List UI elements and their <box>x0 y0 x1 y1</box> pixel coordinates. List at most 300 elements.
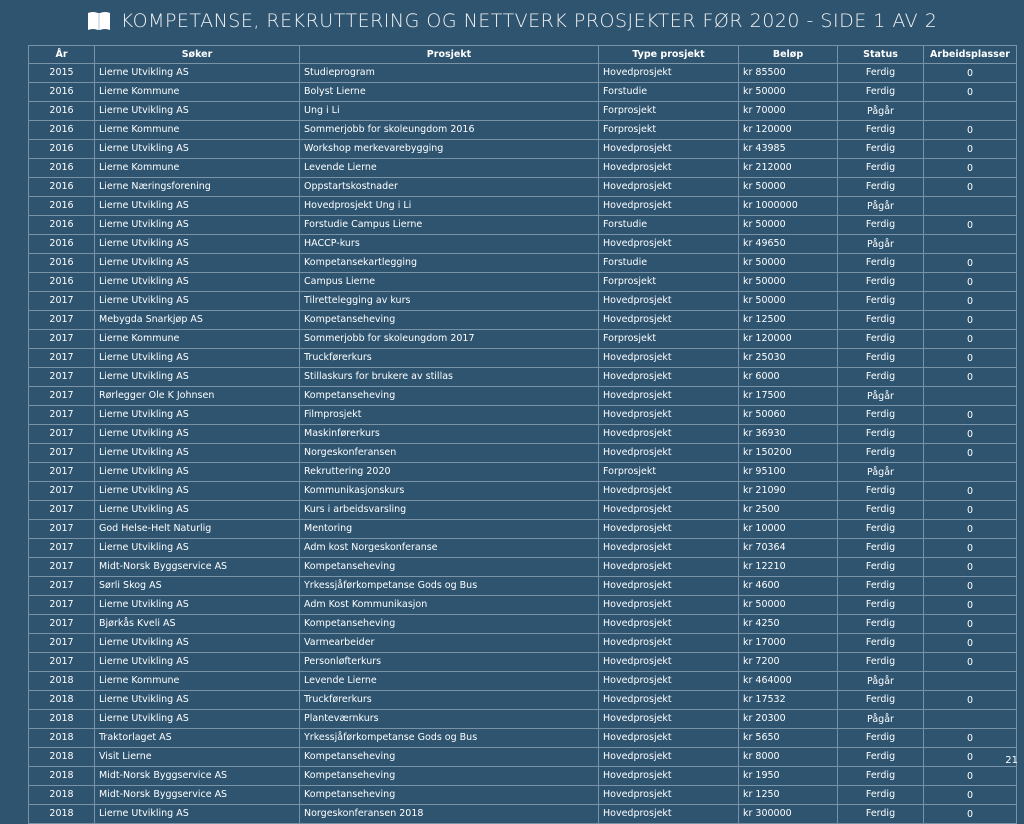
table-row <box>29 710 1017 729</box>
status-cell: Ferdig <box>838 311 924 330</box>
jobs-cell: 0 <box>924 121 1017 140</box>
year-cell: 2016 <box>29 273 95 292</box>
project-type-cell: Hovedprosjekt <box>599 615 739 634</box>
project-cell: Kompetansekartlegging <box>300 254 599 273</box>
year-cell: 2017 <box>29 634 95 653</box>
amount-cell: kr 10000 <box>739 520 838 539</box>
column-header-project-type: Type prosjekt <box>599 46 739 64</box>
amount-cell: kr 12210 <box>739 558 838 577</box>
status-cell: Ferdig <box>838 273 924 292</box>
status-cell: Ferdig <box>838 767 924 786</box>
applicant-cell: Lierne Utvikling AS <box>95 254 300 273</box>
project-type-cell: Hovedprosjekt <box>599 64 739 83</box>
amount-cell: kr 20300 <box>739 710 838 729</box>
table-row <box>29 767 1017 786</box>
table-row <box>29 520 1017 539</box>
applicant-cell: Lierne Utvikling AS <box>95 273 300 292</box>
year-cell: 2016 <box>29 83 95 102</box>
jobs-cell: 0 <box>924 254 1017 273</box>
project-type-cell: Hovedprosjekt <box>599 501 739 520</box>
jobs-cell: 0 <box>924 444 1017 463</box>
year-cell: 2017 <box>29 387 95 406</box>
project-type-cell: Hovedprosjekt <box>599 710 739 729</box>
table-row <box>29 368 1017 387</box>
jobs-cell: 0 <box>924 311 1017 330</box>
status-cell: Ferdig <box>838 729 924 748</box>
project-type-cell: Hovedprosjekt <box>599 558 739 577</box>
amount-cell: kr 464000 <box>739 672 838 691</box>
project-cell: Kommunikasjonskurs <box>300 482 599 501</box>
amount-cell: kr 8000 <box>739 748 838 767</box>
jobs-cell: 0 <box>924 786 1017 805</box>
project-cell: Levende Lierne <box>300 159 599 178</box>
jobs-cell: 0 <box>924 805 1017 824</box>
project-cell: Yrkessjåførkompetanse Gods og Bus <box>300 729 599 748</box>
amount-cell: kr 95100 <box>739 463 838 482</box>
year-cell: 2017 <box>29 406 95 425</box>
status-cell: Ferdig <box>838 330 924 349</box>
status-cell: Pågår <box>838 672 924 691</box>
amount-cell: kr 212000 <box>739 159 838 178</box>
table-row <box>29 102 1017 121</box>
project-type-cell: Hovedprosjekt <box>599 159 739 178</box>
applicant-cell: Lierne Utvikling AS <box>95 501 300 520</box>
amount-cell: kr 50060 <box>739 406 838 425</box>
applicant-cell: Lierne Kommune <box>95 330 300 349</box>
jobs-cell: 0 <box>924 729 1017 748</box>
amount-cell: kr 43985 <box>739 140 838 159</box>
applicant-cell: Lierne Utvikling AS <box>95 596 300 615</box>
project-cell: Mentoring <box>300 520 599 539</box>
project-cell: Sommerjobb for skoleungdom 2016 <box>300 121 599 140</box>
jobs-cell: 0 <box>924 64 1017 83</box>
project-cell: Stillaskurs for brukere av stillas <box>300 368 599 387</box>
amount-cell: kr 25030 <box>739 349 838 368</box>
project-type-cell: Forprosjekt <box>599 463 739 482</box>
year-cell: 2018 <box>29 767 95 786</box>
project-cell: Kurs i arbeidsvarsling <box>300 501 599 520</box>
status-cell: Pågår <box>838 463 924 482</box>
project-cell: Tilrettelegging av kurs <box>300 292 599 311</box>
table-header-row <box>29 46 1017 64</box>
table-row <box>29 653 1017 672</box>
year-cell: 2017 <box>29 577 95 596</box>
table-row <box>29 311 1017 330</box>
amount-cell: kr 17532 <box>739 691 838 710</box>
jobs-cell <box>924 672 1017 691</box>
table-row <box>29 330 1017 349</box>
applicant-cell: Lierne Kommune <box>95 159 300 178</box>
jobs-cell: 0 <box>924 577 1017 596</box>
status-cell: Ferdig <box>838 406 924 425</box>
project-cell: Rekruttering 2020 <box>300 463 599 482</box>
jobs-cell: 0 <box>924 539 1017 558</box>
table-row <box>29 121 1017 140</box>
applicant-cell: Traktorlaget AS <box>95 729 300 748</box>
project-type-cell: Hovedprosjekt <box>599 729 739 748</box>
amount-cell: kr 12500 <box>739 311 838 330</box>
project-type-cell: Hovedprosjekt <box>599 140 739 159</box>
table-row <box>29 406 1017 425</box>
applicant-cell: God Helse-Helt Naturlig <box>95 520 300 539</box>
applicant-cell: Lierne Utvikling AS <box>95 463 300 482</box>
amount-cell: kr 1000000 <box>739 197 838 216</box>
year-cell: 2017 <box>29 368 95 387</box>
jobs-cell <box>924 102 1017 121</box>
project-cell: Hovedprosjekt Ung i Li <box>300 197 599 216</box>
table-row <box>29 729 1017 748</box>
applicant-cell: Midt-Norsk Byggservice AS <box>95 767 300 786</box>
status-cell: Ferdig <box>838 805 924 824</box>
project-cell: HACCP-kurs <box>300 235 599 254</box>
applicant-cell: Lierne Utvikling AS <box>95 406 300 425</box>
jobs-cell: 0 <box>924 634 1017 653</box>
table-row <box>29 786 1017 805</box>
amount-cell: kr 50000 <box>739 83 838 102</box>
year-cell: 2017 <box>29 311 95 330</box>
table-row <box>29 387 1017 406</box>
amount-cell: kr 2500 <box>739 501 838 520</box>
jobs-cell: 0 <box>924 406 1017 425</box>
status-cell: Ferdig <box>838 634 924 653</box>
year-cell: 2016 <box>29 121 95 140</box>
project-cell: Norgeskonferansen 2018 <box>300 805 599 824</box>
status-cell: Ferdig <box>838 178 924 197</box>
year-cell: 2016 <box>29 197 95 216</box>
project-type-cell: Hovedprosjekt <box>599 672 739 691</box>
year-cell: 2016 <box>29 216 95 235</box>
applicant-cell: Midt-Norsk Byggservice AS <box>95 786 300 805</box>
project-cell: Oppstartskostnader <box>300 178 599 197</box>
jobs-cell: 0 <box>924 482 1017 501</box>
status-cell: Ferdig <box>838 653 924 672</box>
table-row <box>29 444 1017 463</box>
table-row <box>29 197 1017 216</box>
year-cell: 2017 <box>29 615 95 634</box>
project-type-cell: Hovedprosjekt <box>599 349 739 368</box>
project-type-cell: Forstudie <box>599 216 739 235</box>
column-header-jobs: Arbeidsplasser <box>924 46 1017 64</box>
jobs-cell: 0 <box>924 653 1017 672</box>
applicant-cell: Lierne Kommune <box>95 672 300 691</box>
project-cell: Kompetanseheving <box>300 311 599 330</box>
amount-cell: kr 17000 <box>739 634 838 653</box>
table-row <box>29 577 1017 596</box>
project-cell: Maskinførerkurs <box>300 425 599 444</box>
project-cell: Kompetanseheving <box>300 615 599 634</box>
applicant-cell: Lierne Utvikling AS <box>95 368 300 387</box>
applicant-cell: Lierne Utvikling AS <box>95 653 300 672</box>
year-cell: 2017 <box>29 292 95 311</box>
project-cell: Kompetanseheving <box>300 558 599 577</box>
amount-cell: kr 5650 <box>739 729 838 748</box>
status-cell: Ferdig <box>838 64 924 83</box>
project-type-cell: Hovedprosjekt <box>599 406 739 425</box>
project-type-cell: Hovedprosjekt <box>599 539 739 558</box>
status-cell: Ferdig <box>838 577 924 596</box>
year-cell: 2018 <box>29 786 95 805</box>
jobs-cell: 0 <box>924 292 1017 311</box>
project-type-cell: Forprosjekt <box>599 330 739 349</box>
applicant-cell: Lierne Utvikling AS <box>95 349 300 368</box>
project-cell: Yrkessjåførkompetanse Gods og Bus <box>300 577 599 596</box>
status-cell: Ferdig <box>838 159 924 178</box>
page-number: 21 <box>1005 755 1018 766</box>
project-type-cell: Hovedprosjekt <box>599 596 739 615</box>
table-row <box>29 235 1017 254</box>
applicant-cell: Bjørkås Kveli AS <box>95 615 300 634</box>
jobs-cell: 0 <box>924 273 1017 292</box>
project-cell: Forstudie Campus Lierne <box>300 216 599 235</box>
projects-table <box>28 45 1017 824</box>
table-row <box>29 501 1017 520</box>
jobs-cell: 0 <box>924 140 1017 159</box>
jobs-cell <box>924 463 1017 482</box>
status-cell: Ferdig <box>838 425 924 444</box>
year-cell: 2016 <box>29 178 95 197</box>
status-cell: Ferdig <box>838 691 924 710</box>
amount-cell: kr 70364 <box>739 539 838 558</box>
applicant-cell: Lierne Utvikling AS <box>95 539 300 558</box>
project-cell: Planteværnkurs <box>300 710 599 729</box>
column-header-amount: Beløp <box>739 46 838 64</box>
amount-cell: kr 50000 <box>739 216 838 235</box>
year-cell: 2018 <box>29 710 95 729</box>
amount-cell: kr 70000 <box>739 102 838 121</box>
applicant-cell: Midt-Norsk Byggservice AS <box>95 558 300 577</box>
applicant-cell: Rørlegger Ole K Johnsen <box>95 387 300 406</box>
project-type-cell: Hovedprosjekt <box>599 178 739 197</box>
year-cell: 2017 <box>29 482 95 501</box>
amount-cell: kr 1250 <box>739 786 838 805</box>
project-cell: Truckførerkurs <box>300 691 599 710</box>
project-type-cell: Hovedprosjekt <box>599 235 739 254</box>
project-type-cell: Hovedprosjekt <box>599 482 739 501</box>
status-cell: Ferdig <box>838 121 924 140</box>
year-cell: 2017 <box>29 501 95 520</box>
status-cell: Pågår <box>838 235 924 254</box>
project-type-cell: Hovedprosjekt <box>599 691 739 710</box>
year-cell: 2018 <box>29 729 95 748</box>
jobs-cell <box>924 710 1017 729</box>
project-cell: Workshop merkevarebygging <box>300 140 599 159</box>
jobs-cell: 0 <box>924 349 1017 368</box>
amount-cell: kr 17500 <box>739 387 838 406</box>
jobs-cell: 0 <box>924 330 1017 349</box>
jobs-cell: 0 <box>924 520 1017 539</box>
jobs-cell <box>924 235 1017 254</box>
status-cell: Ferdig <box>838 501 924 520</box>
project-cell: Varmearbeider <box>300 634 599 653</box>
amount-cell: kr 150200 <box>739 444 838 463</box>
project-type-cell: Hovedprosjekt <box>599 311 739 330</box>
applicant-cell: Lierne Næringsforening <box>95 178 300 197</box>
status-cell: Ferdig <box>838 349 924 368</box>
project-type-cell: Hovedprosjekt <box>599 634 739 653</box>
year-cell: 2017 <box>29 463 95 482</box>
applicant-cell: Lierne Utvikling AS <box>95 140 300 159</box>
project-type-cell: Hovedprosjekt <box>599 577 739 596</box>
applicant-cell: Visit Lierne <box>95 748 300 767</box>
status-cell: Ferdig <box>838 368 924 387</box>
year-cell: 2018 <box>29 672 95 691</box>
status-cell: Ferdig <box>838 254 924 273</box>
table-body <box>29 64 1017 824</box>
amount-cell: kr 1950 <box>739 767 838 786</box>
project-cell: Campus Lierne <box>300 273 599 292</box>
project-type-cell: Hovedprosjekt <box>599 520 739 539</box>
applicant-cell: Lierne Kommune <box>95 121 300 140</box>
project-type-cell: Forprosjekt <box>599 121 739 140</box>
jobs-cell: 0 <box>924 368 1017 387</box>
year-cell: 2016 <box>29 254 95 273</box>
applicant-cell: Lierne Utvikling AS <box>95 482 300 501</box>
table-row <box>29 672 1017 691</box>
applicant-cell: Lierne Utvikling AS <box>95 805 300 824</box>
table-row <box>29 292 1017 311</box>
project-cell: Bolyst Lierne <box>300 83 599 102</box>
status-cell: Ferdig <box>838 482 924 501</box>
table-row <box>29 425 1017 444</box>
jobs-cell <box>924 197 1017 216</box>
project-type-cell: Hovedprosjekt <box>599 197 739 216</box>
amount-cell: kr 85500 <box>739 64 838 83</box>
year-cell: 2018 <box>29 748 95 767</box>
project-cell: Kompetanseheving <box>300 767 599 786</box>
table-row <box>29 159 1017 178</box>
status-cell: Ferdig <box>838 539 924 558</box>
applicant-cell: Lierne Utvikling AS <box>95 444 300 463</box>
year-cell: 2017 <box>29 653 95 672</box>
project-cell: Adm kost Norgeskonferanse <box>300 539 599 558</box>
project-type-cell: Hovedprosjekt <box>599 786 739 805</box>
applicant-cell: Lierne Kommune <box>95 83 300 102</box>
amount-cell: kr 120000 <box>739 330 838 349</box>
status-cell: Pågår <box>838 102 924 121</box>
status-cell: Ferdig <box>838 748 924 767</box>
amount-cell: kr 50000 <box>739 596 838 615</box>
amount-cell: kr 4250 <box>739 615 838 634</box>
status-cell: Ferdig <box>838 786 924 805</box>
applicant-cell: Lierne Utvikling AS <box>95 216 300 235</box>
status-cell: Ferdig <box>838 216 924 235</box>
jobs-cell: 0 <box>924 767 1017 786</box>
status-cell: Ferdig <box>838 292 924 311</box>
project-cell: Kompetanseheving <box>300 748 599 767</box>
table-row <box>29 805 1017 824</box>
applicant-cell: Sørli Skog AS <box>95 577 300 596</box>
amount-cell: kr 50000 <box>739 292 838 311</box>
project-cell: Levende Lierne <box>300 672 599 691</box>
table-row <box>29 273 1017 292</box>
amount-cell: kr 21090 <box>739 482 838 501</box>
amount-cell: kr 50000 <box>739 254 838 273</box>
amount-cell: kr 7200 <box>739 653 838 672</box>
table-row <box>29 634 1017 653</box>
amount-cell: kr 6000 <box>739 368 838 387</box>
year-cell: 2016 <box>29 102 95 121</box>
project-type-cell: Forprosjekt <box>599 273 739 292</box>
jobs-cell <box>924 387 1017 406</box>
amount-cell: kr 50000 <box>739 273 838 292</box>
table-row <box>29 691 1017 710</box>
status-cell: Pågår <box>838 387 924 406</box>
year-cell: 2017 <box>29 349 95 368</box>
status-cell: Pågår <box>838 710 924 729</box>
project-cell: Kompetanseheving <box>300 786 599 805</box>
table-row <box>29 482 1017 501</box>
amount-cell: kr 49650 <box>739 235 838 254</box>
table-row <box>29 596 1017 615</box>
table-row <box>29 558 1017 577</box>
status-cell: Ferdig <box>838 558 924 577</box>
table-row <box>29 615 1017 634</box>
jobs-cell: 0 <box>924 159 1017 178</box>
table-row <box>29 64 1017 83</box>
project-cell: Norgeskonferansen <box>300 444 599 463</box>
jobs-cell: 0 <box>924 425 1017 444</box>
table-row <box>29 463 1017 482</box>
year-cell: 2015 <box>29 64 95 83</box>
project-cell: Kompetanseheving <box>300 387 599 406</box>
year-cell: 2017 <box>29 444 95 463</box>
project-type-cell: Hovedprosjekt <box>599 805 739 824</box>
project-type-cell: Hovedprosjekt <box>599 444 739 463</box>
column-header-project: Prosjekt <box>300 46 599 64</box>
project-type-cell: Forprosjekt <box>599 102 739 121</box>
year-cell: 2017 <box>29 558 95 577</box>
jobs-cell: 0 <box>924 615 1017 634</box>
project-cell: Filmprosjekt <box>300 406 599 425</box>
book-icon <box>87 10 111 32</box>
project-cell: Studieprogram <box>300 64 599 83</box>
project-type-cell: Forstudie <box>599 83 739 102</box>
applicant-cell: Lierne Utvikling AS <box>95 64 300 83</box>
applicant-cell: Mebygda Snarkjøp AS <box>95 311 300 330</box>
project-cell: Truckførerkurs <box>300 349 599 368</box>
project-cell: Ung i Li <box>300 102 599 121</box>
applicant-cell: Lierne Utvikling AS <box>95 197 300 216</box>
year-cell: 2018 <box>29 691 95 710</box>
applicant-cell: Lierne Utvikling AS <box>95 425 300 444</box>
column-header-year: År <box>29 46 95 64</box>
applicant-cell: Lierne Utvikling AS <box>95 710 300 729</box>
year-cell: 2017 <box>29 425 95 444</box>
table-row <box>29 140 1017 159</box>
year-cell: 2016 <box>29 235 95 254</box>
applicant-cell: Lierne Utvikling AS <box>95 235 300 254</box>
jobs-cell: 0 <box>924 216 1017 235</box>
page-title: KOMPETANSE, REKRUTTERING OG NETTVERK PROSJEKTER FØR 2020 - SIDE 1 AV 2 <box>120 10 938 32</box>
status-cell: Ferdig <box>838 140 924 159</box>
project-type-cell: Hovedprosjekt <box>599 292 739 311</box>
project-type-cell: Hovedprosjekt <box>599 368 739 387</box>
status-cell: Ferdig <box>838 520 924 539</box>
status-cell: Ferdig <box>838 444 924 463</box>
amount-cell: kr 120000 <box>739 121 838 140</box>
project-type-cell: Hovedprosjekt <box>599 653 739 672</box>
status-cell: Ferdig <box>838 83 924 102</box>
amount-cell: kr 4600 <box>739 577 838 596</box>
jobs-cell: 0 <box>924 83 1017 102</box>
year-cell: 2017 <box>29 330 95 349</box>
table-row <box>29 748 1017 767</box>
table-row <box>29 178 1017 197</box>
table-row <box>29 349 1017 368</box>
project-type-cell: Hovedprosjekt <box>599 748 739 767</box>
applicant-cell: Lierne Utvikling AS <box>95 102 300 121</box>
amount-cell: kr 36930 <box>739 425 838 444</box>
